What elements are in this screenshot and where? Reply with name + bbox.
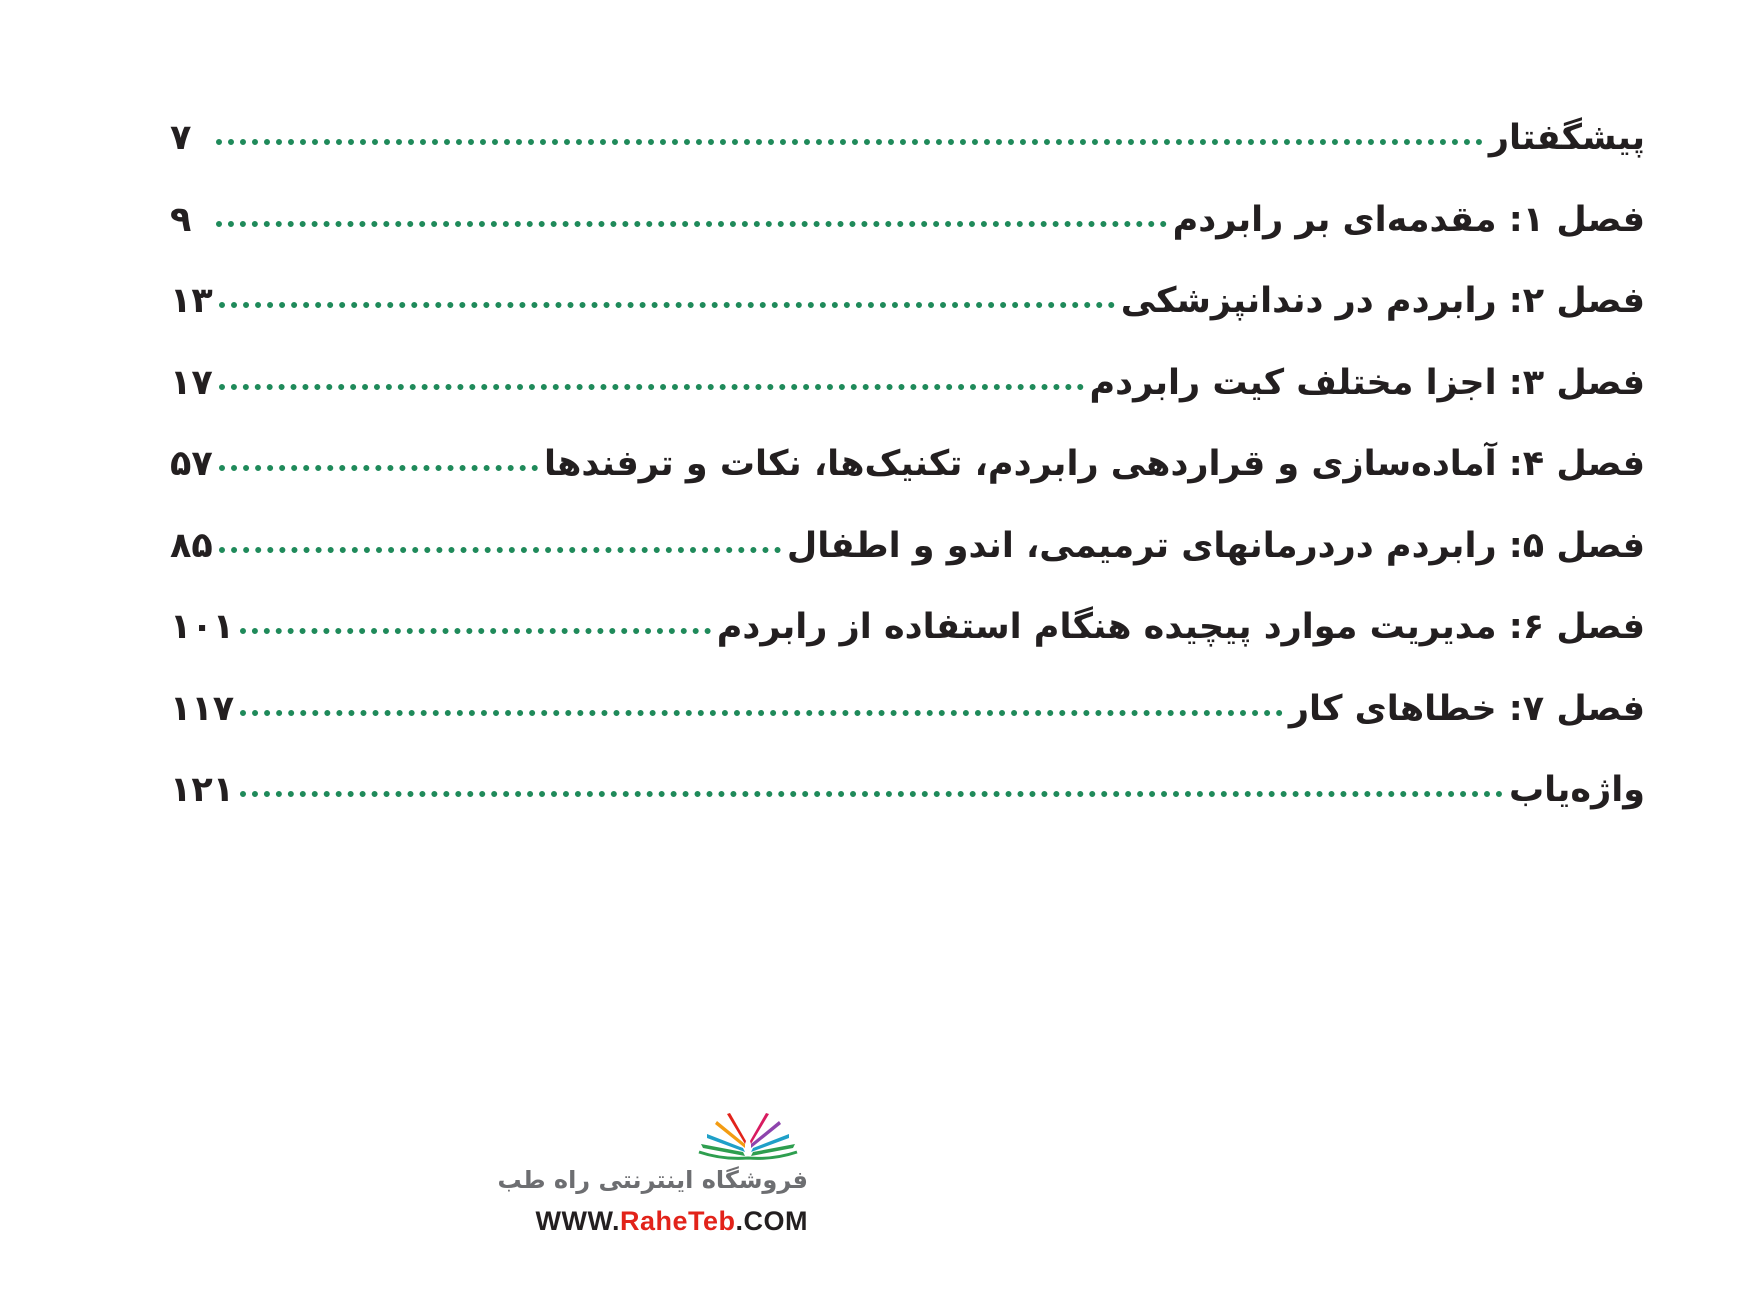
toc-entry-page: ۱۷ [170, 362, 213, 403]
toc-entry-chapter-3[interactable] [170, 363, 1645, 445]
toc-entry-title: فصل ۳: اجزا مختلف کیت رابردم [1089, 362, 1645, 403]
store-url[interactable] [536, 1206, 809, 1237]
open-book-icon [693, 1108, 803, 1160]
toc-entry-page: ۱۰۱ [170, 607, 235, 647]
toc-entry-index[interactable] [170, 770, 1645, 852]
toc-dot-leader [219, 465, 538, 471]
toc-entry-title: فصل ۵: رابردم دردرمانهای ترمیمی، اندو و اطفال [786, 525, 1645, 566]
toc-entry-chapter-2[interactable] [170, 281, 1645, 363]
toc-entry-chapter-4[interactable] [170, 444, 1645, 526]
toc-entry-title: فصل ۴: آماده‌سازی و قراردهی رابردم، تکنیک‌ها، نکات و ترفندها [543, 444, 1645, 484]
toc-entry-page: ۹ [170, 199, 192, 240]
toc-dot-leader [240, 791, 1503, 797]
toc-entry-title: فصل ۱: مقدمه‌ای بر رابردم [1172, 199, 1645, 240]
toc-entry-chapter-7[interactable] [170, 689, 1645, 771]
toc-dot-leader [240, 710, 1283, 716]
toc-dot-leader [216, 221, 1167, 227]
toc-entry-page: ۱۳ [170, 281, 213, 321]
toc-dot-leader [219, 302, 1115, 308]
toc-entry-title: فصل ۶: مدیریت موارد پیچیده هنگام استفاده از رابردم [716, 607, 1645, 647]
toc-entry-preface[interactable] [170, 118, 1645, 200]
url-suffix: .COM [735, 1206, 808, 1236]
toc-entry-title: واژه‌یاب [1508, 770, 1645, 810]
store-logo [488, 1108, 808, 1248]
toc-entry-chapter-1[interactable] [170, 200, 1645, 282]
toc-entry-chapter-6[interactable] [170, 607, 1645, 689]
toc-entry-title: پیشگفتار [1488, 118, 1645, 158]
toc-entry-title: فصل ۷: خطاهای کار [1288, 688, 1645, 729]
toc-entry-page: ۱۱۷ [170, 688, 235, 729]
toc-entry-title: فصل ۲: رابردم در دندانپزشکی [1120, 281, 1645, 321]
store-name: فروشگاه اینترنتی راه طب [497, 1166, 808, 1194]
toc-entry-page: ۵۷ [170, 444, 213, 484]
toc-dot-leader [240, 628, 711, 634]
toc-dot-leader [219, 384, 1084, 390]
toc-entry-page: ۷ [170, 118, 192, 158]
toc-entry-page: ۸۵ [170, 525, 213, 566]
table-of-contents [170, 118, 1645, 852]
toc-entry-page: ۱۲۱ [170, 770, 235, 810]
toc-dot-leader [219, 547, 781, 553]
url-prefix: WWW. [535, 1206, 620, 1236]
toc-dot-leader [216, 139, 1483, 145]
toc-entry-chapter-5[interactable] [170, 526, 1645, 608]
url-brand: RaheTeb [619, 1206, 736, 1236]
